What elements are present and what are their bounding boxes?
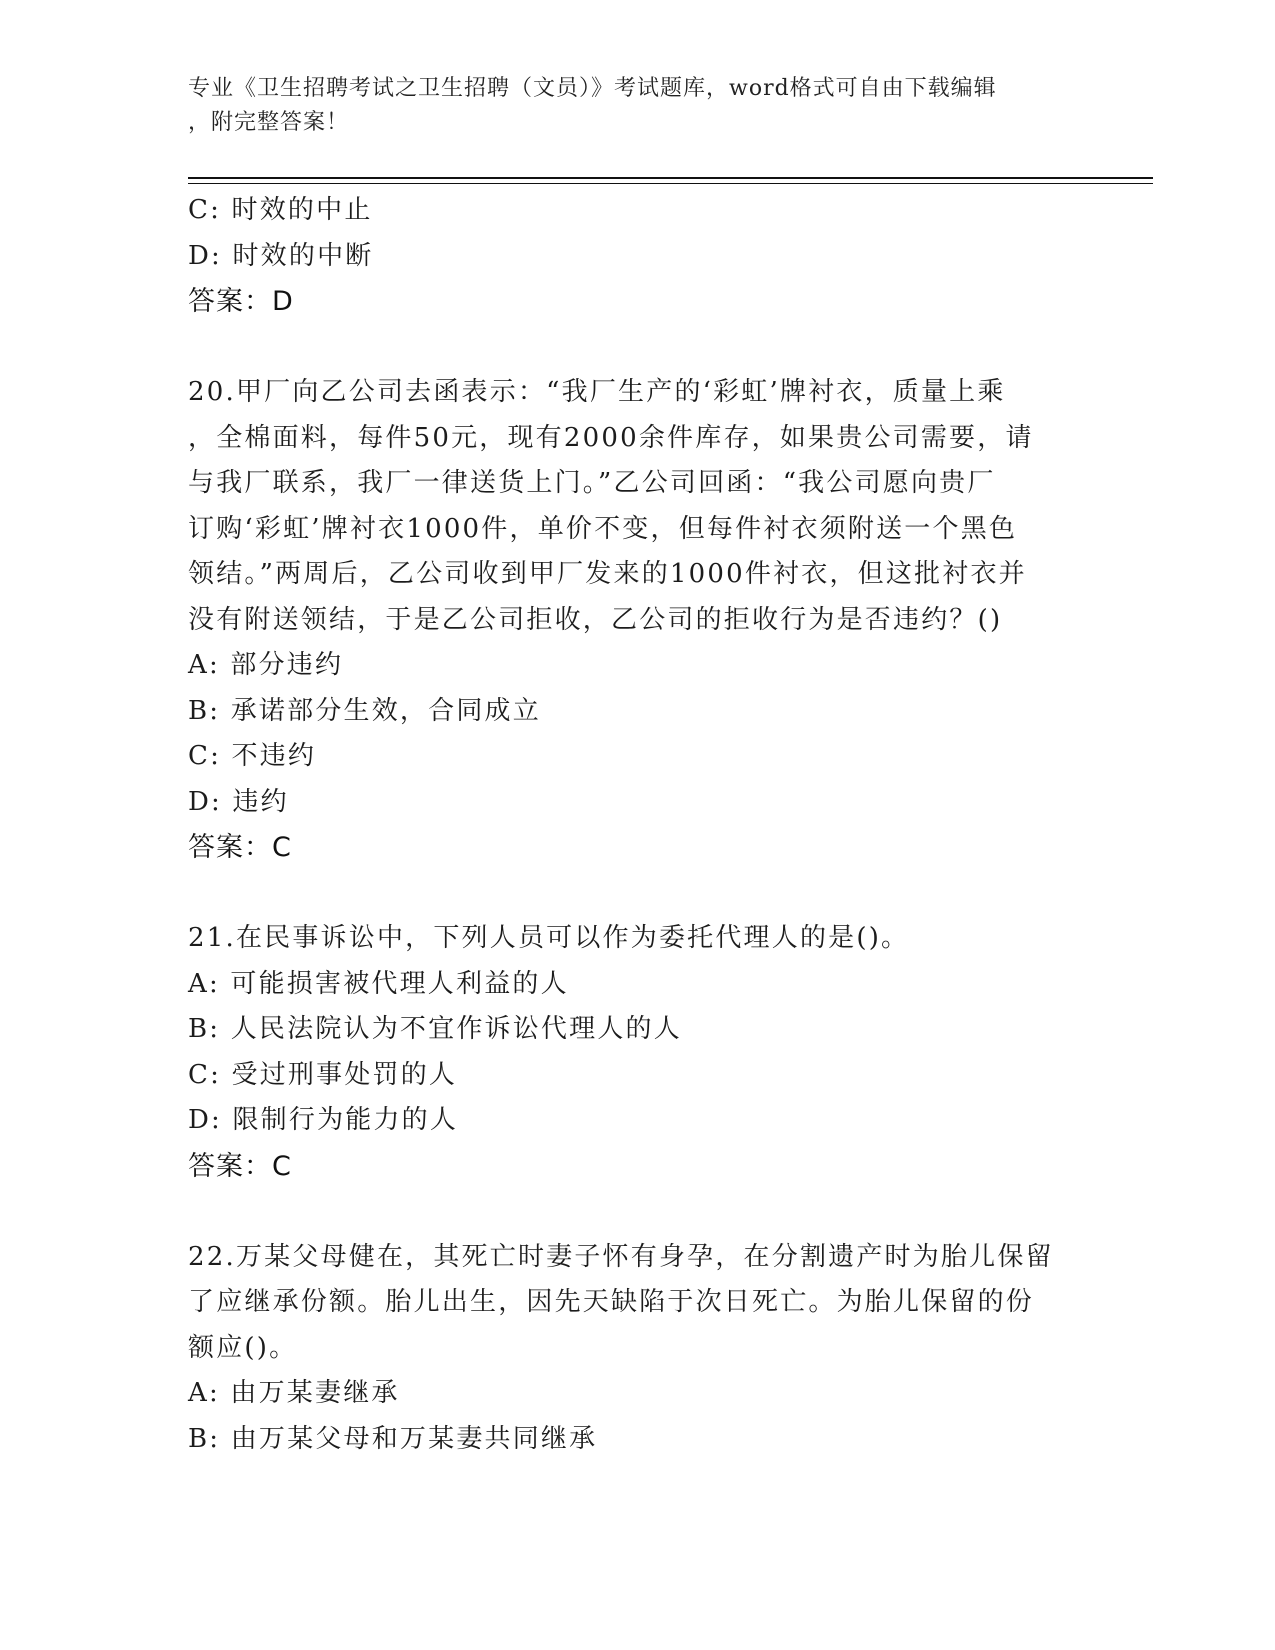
option-c: C: 时效的中止	[188, 195, 373, 225]
question-text-line: 领结。”两周后，乙公司收到甲厂发来的1000件衬衣，但这批衬衣并	[188, 559, 1027, 589]
option-c: C: 不违约	[188, 741, 317, 771]
header-rule-thick	[188, 177, 1153, 179]
option-c: C: 受过刑事处罚的人	[188, 1059, 458, 1090]
question-text-line: 额应()。	[188, 1332, 298, 1363]
question-22	[188, 1235, 1088, 1463]
question-text-line: 与我厂联系，我厂一律送货上门。”乙公司回函：“我公司愿向贵厂	[188, 468, 996, 498]
header-rule-thin	[188, 183, 1153, 184]
option-b: B: 承诺部分生效，合同成立	[188, 695, 541, 726]
header-line-1: 专业《卫生招聘考试之卫生招聘（文员）》考试题库，word格式可自由下载编辑	[188, 76, 997, 101]
document-body	[188, 188, 1088, 1462]
question-20	[188, 370, 1088, 871]
option-b: B: 人民法院认为不宜作诉讼代理人的人	[188, 1014, 682, 1044]
option-d: D: 违约	[188, 786, 289, 817]
question-text-line: 订购‘彩虹’牌衬衣1000件，单价不变，但每件衬衣须附送一个黑色	[188, 513, 1018, 544]
spacer	[188, 1189, 1088, 1235]
option-a: A: 由万某妻继承	[188, 1378, 400, 1408]
header-line-2: ，附完整答案！	[188, 110, 350, 135]
question-text-line: 了应继承份额。胎儿出生，因先天缺陷于次日死亡。为胎儿保留的份	[188, 1287, 1035, 1317]
option-a: A: 部分违约	[188, 650, 344, 680]
question-21	[188, 916, 1088, 1189]
spacer	[188, 325, 1088, 371]
option-b: B: 由万某父母和万某妻共同继承	[188, 1423, 598, 1454]
question-19-tail	[188, 188, 1088, 325]
option-d: D: 时效的中断	[188, 240, 374, 271]
option-a: A: 可能损害被代理人利益的人	[188, 968, 569, 999]
question-text-line: ，全棉面料，每件50元，现有2000余件库存，如果贵公司需要，请	[188, 422, 1034, 453]
question-text-line: 没有附送领结，于是乙公司拒收，乙公司的拒收行为是否违约？()	[188, 604, 1003, 635]
question-text-line: 22.万某父母健在，其死亡时妻子怀有身孕，在分割遗产时为胎儿保留	[188, 1241, 1054, 1272]
answer-line: 答案：C	[188, 1150, 292, 1182]
question-text-line: 20.甲厂向乙公司去函表示：“我厂生产的‘彩虹’牌衬衣，质量上乘	[188, 377, 1006, 407]
question-text-line: 21.在民事诉讼中，下列人员可以作为委托代理人的是()。	[188, 923, 910, 953]
answer-line: 答案：C	[188, 832, 292, 863]
option-d: D: 限制行为能力的人	[188, 1105, 459, 1135]
spacer	[188, 871, 1088, 917]
document-header	[188, 72, 1068, 140]
answer-line: 答案：D	[188, 286, 294, 317]
